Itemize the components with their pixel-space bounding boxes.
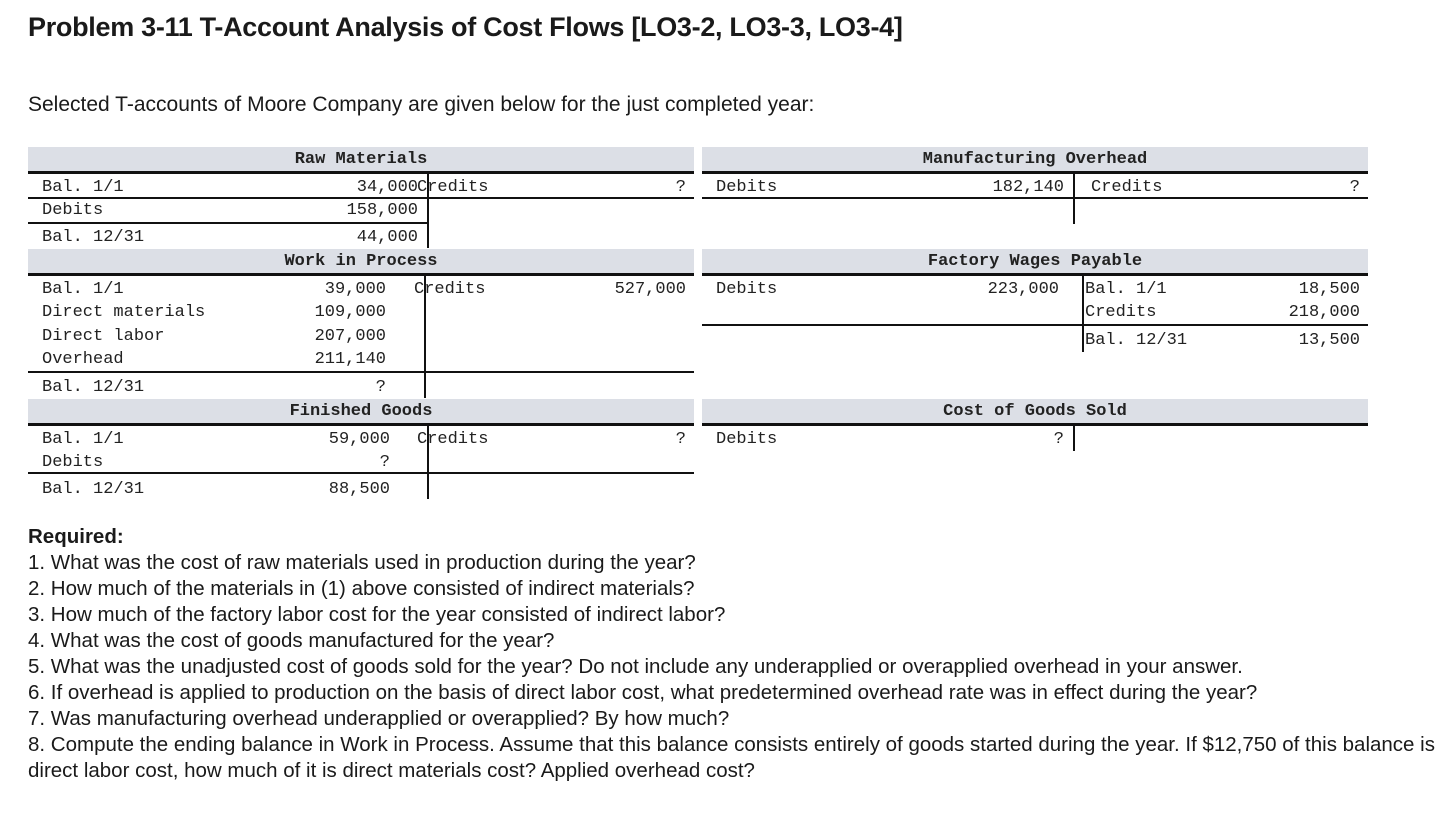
debit-value: 39,000 <box>324 280 386 299</box>
t-account-cost-of-goods-sold <box>702 399 1368 454</box>
debit-label: Bal. 1/1 <box>42 178 124 197</box>
account-title: Manufacturing Overhead <box>702 147 1368 174</box>
debit-value: 59,000 <box>328 430 390 449</box>
credit-label: Credits <box>414 280 486 299</box>
ending-balance-value: 13,500 <box>1298 331 1360 350</box>
problem-title: Problem 3-11 T-Account Analysis of Cost Flows [LO3-2, LO3-3, LO3-4] <box>28 12 903 42</box>
ending-balance-label: Bal. 12/31 <box>42 228 145 247</box>
ending-balance-label: Bal. 12/31 <box>1085 331 1188 350</box>
question-5: 5. What was the unadjusted cost of goods sold for the year? Do not include any underapplied or overapplied overhead in your answer. <box>28 655 1243 678</box>
debit-label: Debits <box>716 280 778 299</box>
credit-value: 18,500 <box>1298 280 1360 299</box>
credit-label: Credits <box>417 430 489 449</box>
question-6: 6. If overhead is applied to production on the basis of direct labor cost, what predetermined overhead rate was in effect during the year? <box>28 681 1258 704</box>
debit-label: Debits <box>716 430 778 449</box>
debit-value: ? <box>1053 430 1064 449</box>
account-title: Work in Process <box>28 249 694 276</box>
t-account-manufacturing-overhead <box>702 147 1368 225</box>
credit-value: ? <box>675 178 686 197</box>
ending-balance-label: Bal. 12/31 <box>42 480 145 499</box>
credit-value: 527,000 <box>614 280 686 299</box>
question-7: 7. Was manufacturing overhead underapplied or overapplied? By how much? <box>28 707 730 730</box>
debit-label: Bal. 1/1 <box>42 430 124 449</box>
debit-label: Bal. 1/1 <box>42 280 124 299</box>
credit-label: Bal. 1/1 <box>1085 280 1167 299</box>
question-3: 3. How much of the factory labor cost for the year consisted of indirect labor? <box>28 603 726 626</box>
credit-label: Credits <box>1085 303 1157 322</box>
debit-value: 34,000 <box>356 178 418 197</box>
t-account-raw-materials <box>28 147 694 251</box>
ending-balance-label: Bal. 12/31 <box>42 378 145 397</box>
debit-value: ? <box>379 453 390 472</box>
intro-text: Selected T-accounts of Moore Company are given below for the just completed year: <box>28 93 815 116</box>
debit-value: 182,140 <box>992 178 1064 197</box>
t-account-work-in-process <box>28 249 694 401</box>
credit-value: ? <box>675 430 686 449</box>
account-title: Factory Wages Payable <box>702 249 1368 276</box>
debit-value: 158,000 <box>346 201 418 220</box>
question-2: 2. How much of the materials in (1) above consisted of indirect materials? <box>28 577 695 600</box>
debit-label: Direct labor <box>42 327 165 346</box>
question-1: 1. What was the cost of raw materials used in production during the year? <box>28 551 696 574</box>
credit-value: 218,000 <box>1288 303 1360 322</box>
account-title: Cost of Goods Sold <box>702 399 1368 426</box>
debit-label: Debits <box>716 178 778 197</box>
question-4: 4. What was the cost of goods manufactured for the year? <box>28 629 555 652</box>
required-label: Required: <box>28 525 124 548</box>
account-title: Raw Materials <box>28 147 694 174</box>
debit-label: Debits <box>42 201 104 220</box>
t-account-finished-goods <box>28 399 694 501</box>
debit-value: 109,000 <box>314 303 386 322</box>
question-8: 8. Compute the ending balance in Work in Process. Assume that this balance consists entirely of goods started during the year. If $12,750 of this balance is direct labor cost, how much of it is direct materials cost? Applied overhead cost? <box>28 733 1435 782</box>
debit-label: Overhead <box>42 350 124 369</box>
credit-label: Credits <box>1091 178 1163 197</box>
debit-label: Direct materials <box>42 303 206 322</box>
credit-value: ? <box>1349 178 1360 197</box>
ending-balance-value: 88,500 <box>328 480 390 499</box>
ending-balance-value: 44,000 <box>356 228 418 247</box>
debit-value: 223,000 <box>987 280 1059 299</box>
credit-label: Credits <box>417 178 489 197</box>
ending-balance-value: ? <box>375 378 386 397</box>
debit-label: Debits <box>42 453 104 472</box>
t-account-factory-wages-payable <box>702 249 1368 354</box>
required-section <box>28 524 1438 784</box>
debit-value: 211,140 <box>314 350 386 369</box>
debit-value: 207,000 <box>314 327 386 346</box>
account-title: Finished Goods <box>28 399 694 426</box>
